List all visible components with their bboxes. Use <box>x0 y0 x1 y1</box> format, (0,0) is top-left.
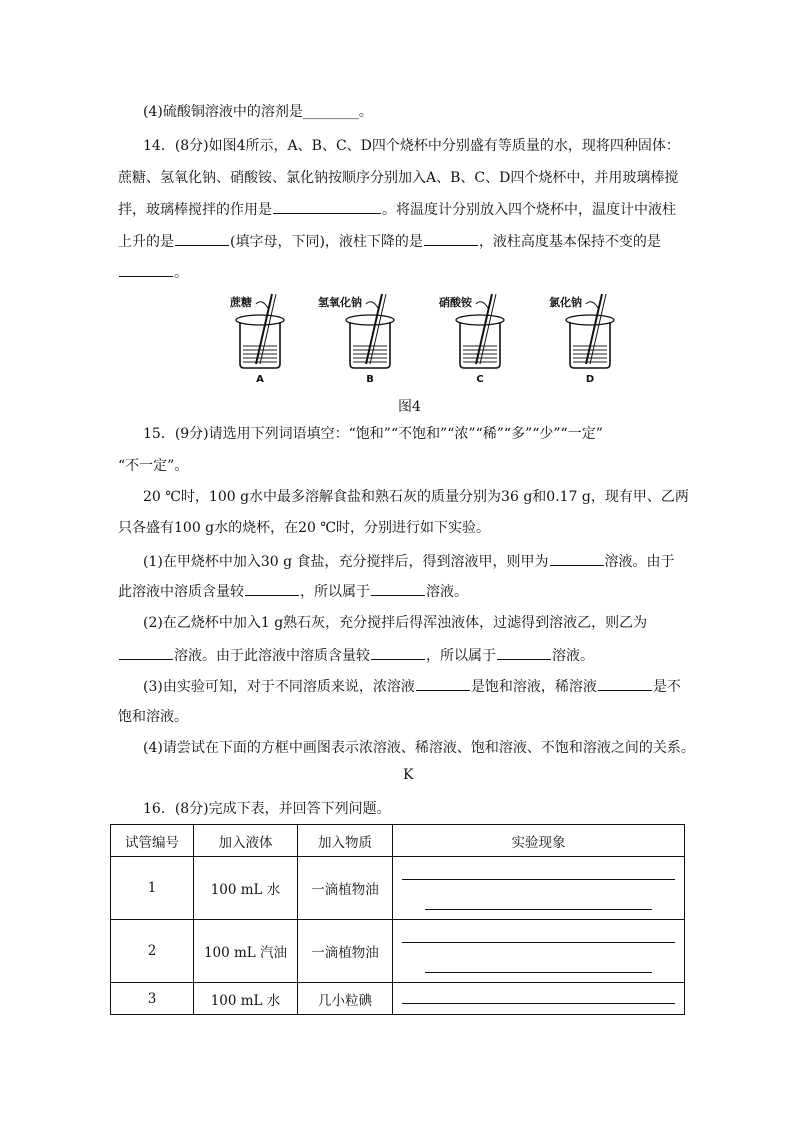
q15-p3-text-b: 是饱和溶液，稀溶液 <box>470 679 597 695</box>
row1-substance: 一滴植物油 <box>298 857 393 920</box>
row2-liquid: 100 mL 汽油 <box>194 920 298 983</box>
pointer-arrow <box>586 302 598 308</box>
beaker-letter: D <box>585 374 595 385</box>
row1-no: 1 <box>111 857 194 920</box>
row1-phenomenon-answer[interactable] <box>393 857 685 920</box>
beaker-rim <box>566 315 614 325</box>
row2-phenomenon-answer[interactable] <box>393 920 685 983</box>
beaker-substance-label: 硝酸铵 <box>439 296 472 309</box>
q15-line4: 只各盛有100 g水的烧杯，在20 ℃时，分别进行如下实验。 <box>118 520 491 536</box>
q15-p1-blank1[interactable] <box>550 551 604 566</box>
q15-p1-text-b: 溶液。由于 <box>604 554 675 570</box>
q15-part2-line1: (2)在乙烧杯中加入1 g熟石灰，充分搅拌后得浑浊液体，过滤得到溶液乙，则乙为 <box>143 615 648 631</box>
pointer-arrow <box>366 302 378 308</box>
q15-part3-line1 <box>143 676 681 697</box>
q14-line3-text-a: 拌，玻璃棒搅拌的作用是 <box>118 202 272 218</box>
q15-p2-text-d: 溶液。 <box>552 648 594 664</box>
row3-liquid: 100 mL 水 <box>194 983 298 1015</box>
q15-p1-blank2[interactable] <box>245 581 299 596</box>
table-row <box>111 857 685 920</box>
q15-part4: (4)请尝试在下面的方框中画图表示浓溶液、稀溶液、饱和溶液、不饱和溶液之间的关系。 <box>143 740 695 756</box>
beaker-substance-label: 氢氧化钠 <box>318 296 362 309</box>
q13-part4: (4)硫酸铜溶液中的溶剂是________。 <box>143 104 373 120</box>
q15-line2: “不一定”。 <box>118 458 189 474</box>
q15-p3-blank1[interactable] <box>416 676 470 691</box>
q15-part3-line2: 饱和溶液。 <box>118 709 188 725</box>
beaker-b <box>318 294 394 385</box>
q15-p2-text-b: 溶液。由于此溶液中溶质含量较 <box>174 648 370 664</box>
beaker-d <box>549 294 614 385</box>
q14-line2: 蔗糖、氢氧化钠、硝酸铵、氯化钠按顺序分别加入A、B、C、D四个烧杯中，并用玻璃棒搅 <box>118 170 679 186</box>
beaker-substance-label: 氯化钠 <box>549 296 582 309</box>
q14-unchanged-blank[interactable] <box>119 262 173 277</box>
q15-p1-blank3[interactable] <box>371 581 425 596</box>
q14-line4-text-b: (填字母，下同)，液柱下降的是 <box>230 234 423 250</box>
header-substance: 加入物质 <box>298 825 393 857</box>
q16-title: 16．(8分)完成下表，并回答下列问题。 <box>143 801 391 817</box>
table-header-row <box>111 825 685 857</box>
q15-line1: 15．(9分)请选用下列词语填空：“饱和”“不饱和”“浓”“稀”“多”“少”“一定” <box>143 426 603 442</box>
q15-p3-text-c: 是不 <box>652 679 681 695</box>
row2-substance: 一滴植物油 <box>298 920 393 983</box>
row2-no: 2 <box>111 920 194 983</box>
q15-p1-text-c: 此溶液中溶质含量较 <box>118 584 244 600</box>
beaker-substance-label: 蔗糖 <box>230 296 252 309</box>
beaker-letter: B <box>366 374 374 385</box>
header-phenomenon: 实验现象 <box>393 825 685 857</box>
q14-fall-blank[interactable] <box>424 231 478 246</box>
experiment-table <box>110 824 685 1015</box>
table-row <box>111 983 685 1015</box>
q15-p2-blank2[interactable] <box>371 645 425 660</box>
beaker-rim <box>236 315 284 325</box>
beaker-c <box>438 294 504 385</box>
beaker-rim <box>346 315 394 325</box>
q15-p3-text-a: (3)由实验可知，对于不同溶质来说，浓溶液 <box>143 679 415 695</box>
q15-part1-line2 <box>118 581 468 602</box>
beaker-letter: C <box>476 374 484 385</box>
beaker-letter: A <box>256 374 264 385</box>
q14-line4 <box>118 231 661 252</box>
figure-caption: 图4 <box>398 399 421 415</box>
q15-part2-line2 <box>118 645 594 666</box>
q15-p1-text-e: 溶液。 <box>426 584 468 600</box>
q15-part1-line1 <box>143 551 675 572</box>
q15-p1-text-a: (1)在甲烧杯中加入30 g 食盐，充分搅拌后，得到溶液甲，则甲为 <box>143 554 549 570</box>
q14-line1: 14．(8分)如图4所示，A、B、C、D四个烧杯中分别盛有等质量的水，现将四种固体： <box>143 138 680 154</box>
pointer-arrow <box>256 302 268 308</box>
q15-p2-blank1[interactable] <box>119 645 173 660</box>
q14-rise-blank[interactable] <box>175 231 229 246</box>
header-liquid: 加入液体 <box>194 825 298 857</box>
q14-line5 <box>118 262 188 283</box>
beaker-a <box>230 294 284 385</box>
q14-line5-text: 。 <box>174 265 188 281</box>
q14-line4-text-c: ，液柱高度基本保持不变的是 <box>478 234 661 250</box>
header-tube-number: 试管编号 <box>111 825 194 857</box>
q14-line3 <box>118 199 676 220</box>
figure-4-beakers <box>220 292 595 385</box>
row3-phenomenon-answer[interactable] <box>393 983 685 1015</box>
pointer-arrow <box>476 302 488 308</box>
q14-stir-purpose-blank[interactable] <box>273 199 381 214</box>
q14-line3-text-b: 。将温度计分别放入四个烧杯中，温度计中液柱 <box>382 202 676 218</box>
q15-p3-blank2[interactable] <box>598 676 652 691</box>
beaker-rim <box>456 315 504 325</box>
row1-liquid: 100 mL 水 <box>194 857 298 920</box>
q15-p2-blank3[interactable] <box>497 645 551 660</box>
table-row <box>111 920 685 983</box>
row3-no: 3 <box>111 983 194 1015</box>
row3-substance: 几小粒碘 <box>298 983 393 1015</box>
q14-line4-text-a: 上升的是 <box>118 234 174 250</box>
q15-line3: 20 ℃时，100 g水中最多溶解食盐和熟石灰的质量分别为36 g和0.17 g，现有甲、乙两 <box>143 489 689 505</box>
q15-p2-text-c: ，所以属于 <box>426 648 496 664</box>
q15-p1-text-d: ，所以属于 <box>300 584 370 600</box>
k-mark: K <box>403 767 414 783</box>
